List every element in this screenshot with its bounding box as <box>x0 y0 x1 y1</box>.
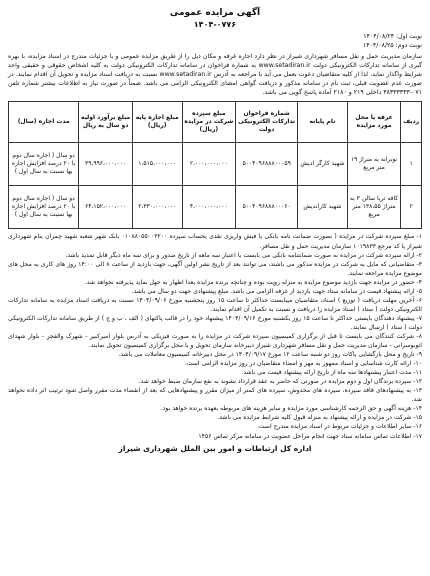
note-item: ۱۲- سپرده برندگان اول و دوم مزایده در صورتی که حاضر به عقد قرارداد نشوند به نفع سازمان ضبط خواهد شد. <box>138 378 422 386</box>
table-row <box>9 143 422 186</box>
col-header: مدت اجاره (سال) <box>9 102 79 143</box>
notice-title: آگهی مزایده عمومی <box>169 8 261 18</box>
note-item: ۷- پیشنهاد دهندگان بایستی حداکثر تا ساعت ۱۵ روز یکشنبه مورخ ۱۴۰۴/۰۹/۱۶ پیشنهاد خود را در قالب پاکتهای ( الف ، ب و ج ) از طریق سامانه تدارکات الکترونیکی دولت ( ستاد ) ارسال نمایند. <box>8 314 422 331</box>
table-cell: ۱ <box>401 143 422 186</box>
table-cell: نوبرانه به متراژ ۱۹ متر مربع <box>347 143 401 186</box>
note-item: ۱۵- شرکت در مزایده و ارائه پیشنهاد به منزله قبول کلیه شرایط مزایده می باشد. <box>217 414 422 422</box>
table-cell: شهید کاراندیش <box>298 186 348 229</box>
table-cell: ۶۴،۱۵۲،۰۰۰،۰۰۰ <box>79 186 133 229</box>
col-header: شماره فراخوان تدارکات الکترونیکی دولت <box>236 102 298 143</box>
col-header: ردیف <box>401 102 422 143</box>
first-print-date: نوبت اول: ۱۴۰۴/۰۸/۲۴ <box>363 33 422 40</box>
col-header: مبلغ اجاره پایه (ریال) <box>132 102 182 143</box>
note-item: ۱۰- ارائه کارت شناسایی و اسناد ممهور به مهر و امضاء متقاضیان در روز مزایده الزامی است. <box>184 360 422 368</box>
note-item: ۴- حضور در مزایده جهت بازدید موضوع مزایده به منزله رویت بوده و چنانچه برنده مزایده بعدا اظهار به جهل نماید پذیرفته نخواهد شد. <box>84 278 422 286</box>
table-cell: ۵۰۰۴۰۹۶۸۸۸۰۰۰۵۹ <box>236 143 298 186</box>
col-header: مبلغ سپرده شرکت در مزایده (ریال) <box>182 102 236 143</box>
table-cell: ۵۰۰۴۰۹۶۸۸۸۰۰۰۶۰ <box>236 186 298 229</box>
table-cell: ۲ <box>401 186 422 229</box>
notice-dates <box>8 32 422 50</box>
table-cell: کافه تریا سالن ۳ به متراژ ۱۳۸،۵۵ متر مربع <box>347 186 401 229</box>
note-item: ۳- متقاضیانی که مایل به شرکت در مزایده مذکور می باشند، می توانند بعد از تاریخ نشر اولین آگهی، جهت بازدید از ساعت ۸ الی ۱۴:۰۰ روز های کاری به محل های موضوع مزایده مراجعه نمایند. <box>8 260 422 277</box>
intro-paragraph: سازمان مدیریت حمل و نقل مسافر شهرداری شیراز در نظر دارد اجاره غرفه و مکان ذیل را از طریق مزایده عمومی و با جزئیات مندرج در اسناد مزایده، با بهره گیری از سامانه تدارکات الکترونیکی دولت www.setadiran.ir به شماره فراخوان در سامانه تدارکات الکترونیکی دولت به کلیه اشخاص حقوقی و حقیقی واجد شرایط واگذار نماید، لذا از کلیه متقاضیان دعوت بعمل می آید با مراجعه به آدرس www.setadiran.ir نسبت به دریافت اسناد مزایده و تحویل آن اقدام نمایند. در صورت عدم عضویت قبلی، ثبت نام در سامانه مذکور و دریافت گواهی امضای الکترونیکی الزامی می باشد. ضمناً در صورت نیاز به اطلاعات بیشتر شماره تلفن ۰۷۱-۳۸۳۳۳۳۳۳ داخلی ۲۱۹ و ۲۱۸۰ آماده پاسخ گویی می باشد. <box>8 53 422 97</box>
table-header-row <box>9 102 422 143</box>
note-item: ۱۳- به پیشنهادهای فاقد سپرده، سپرده های مخدوش، سپرده های کمتر از میزان مقرر و پیشنهادهایی که بعد از انقضاء مدت مقرر واصل شود ترتیب اثر داده نخواهد شد. <box>8 387 422 404</box>
table-cell: دو سال ( اجاره سال دوم با ۲۰ درصد افزایش اجاره بها نسبت به سال اول ) <box>9 186 79 229</box>
note-item: ۱۴- هزینه آگهی و حق الزحمه کارشناسی مورد مزایده و سایر هزینه های مربوطه بعهده برنده خواهد بود. <box>160 405 422 413</box>
table-cell: ۲،۰۰۰،۰۰۰،۰۰۰ <box>182 143 236 186</box>
col-header: نام پایانه <box>298 102 348 143</box>
note-item: ۹- تاریخ و محل بازگشایی پاکات روز دو شنبه ساعت ۱۲ مورخ ۱۴۰۴/۰۹/۱۷ در محل دبیرخانه کمیسیون معاملات می باشد. <box>118 351 422 359</box>
table-row <box>9 186 422 229</box>
table-cell: ۱،۵۱۵،۰۰۰،۰۰۰ <box>132 143 182 186</box>
table-cell: ۳۹،۹۹۶،۰۰۰،۰۰۰ <box>79 143 133 186</box>
note-item: ۱۶- سایر اطلاعات و جزئیات مربوط در اسناد مزایده مندرج است. <box>256 423 422 431</box>
second-print-date: نوبت دوم: ۱۴۰۴/۰۸/۲۵ <box>362 42 422 49</box>
note-item: ۱- مبلغ سپرده شرکت در مزایده ( بصورت ضمانت نامه بانکی یا فیش واریزی نقدی بحساب سپرده ۰۱۰۸۸۰۵۵۰۰۳۲۰۰ بانک شهر شعبه شهید چمران بنام شهرداری شیراز یا کد مرجع ۱۰۱۹۸۳۳ سازمان مدیریت حمل و نقل مسافر. <box>8 233 423 250</box>
notice-number: ۱۴۰۴-۰۷۷۶ <box>193 20 237 29</box>
table-cell: دو سال ( اجاره سال دوم با ۲۰ درصد افزایش اجاره بها نسبت به سال اول ) <box>9 143 79 186</box>
note-item: ۶- آخرین مهلت دریافت ( توزیع ) اسناد، متقاضیان میبایست حداکثر تا ساعت ۱۵ روز پنجشنبه مورخ ۱۴۰۴/۰۹/۰۶ نسبت به دریافت اسناد مزایده به سامانه تدارکات الکترونیکی دولت ( ستاد ) اسناد مزایده را دریافت و نسبت به تکمیل آن اقدام نمایند. <box>8 296 423 313</box>
col-header: غرفه یا محل مورد مزایده <box>347 102 401 143</box>
table-cell: ۲،۳۳۰،۰۰۰،۰۰۰ <box>132 186 182 229</box>
issuer-footer: اداره کل ارتباطات و امور بین الملل شهرداری شیراز <box>118 443 312 453</box>
table-cell: ۴،۰۰۰،۰۰۰،۰۰۰ <box>182 186 236 229</box>
note-item: ۸- شرکت کنندگان می بایست تا قبل از برگزاری کمیسیون سپرده شرکت در مزایده را به صورت فیزیکی به آدرس بلوار امیرکبیر - شهرک والفجر - بلوار شهدای اتوبوسرانی - سازمان مدیریت حمل و نقل مسافر شهرداری شیراز دبیرخانه سازمان تحویل و با محل برگزاری کمیسیون تحویل نمایند. <box>8 332 422 350</box>
notes-list <box>8 232 422 440</box>
note-item: ۵- ارائه پیشنهاد قیمت در سامانه ستاد جهت بازدید از غرفه الزامی می باشد. مبلغ پیشنهادی جهت دو سال می باشد. <box>131 287 422 295</box>
note-item: ۱۷- اطلاعات تماس سامانه ستاد جهت انجام مراحل عضویت در سامانه مرکز تماس ۱۴۵۶ <box>198 432 422 440</box>
note-item: ۲- ارائه سپرده شرکت در مزایده به صورت ضمانتنامه بانکی می بایست با اعتبار سه ماهه از تاریخ صدور و برای سه ماه دیگر قابل تمدید باشد. <box>65 251 422 259</box>
auction-table <box>8 101 422 229</box>
col-header: مبلغ برآورد اولیه دو سال به ریال <box>79 102 133 143</box>
table-cell: شهید کارگر ادیش <box>298 143 348 186</box>
note-item: ۱۱- مدت اعتبار پیشنهادها سه ماه از تاریخ ارائه پیشنهاد قیمت می باشد. <box>241 369 422 377</box>
